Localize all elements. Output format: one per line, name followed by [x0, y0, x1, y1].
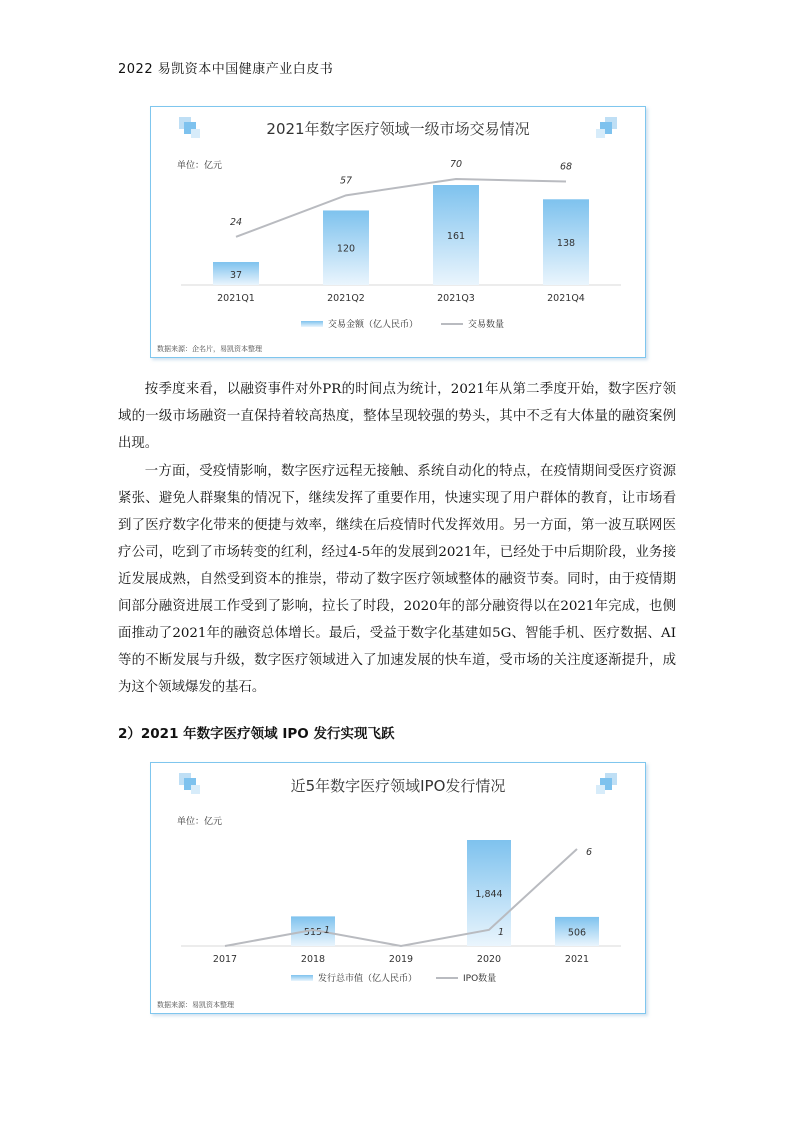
ipo-chart-legend-bar-swatch [291, 975, 313, 981]
deal-chart-decor-left-icon [179, 117, 200, 138]
deal-chart-category-label: 2021Q2 [327, 293, 365, 304]
deal-chart-category-label: 2021Q3 [437, 293, 475, 304]
ipo-chart-bar-value-label: 506 [567, 927, 587, 939]
ipo-chart-category-label: 2017 [212, 954, 238, 965]
deal-chart-bar-value-label: 161 [446, 231, 466, 242]
ipo-chart [151, 763, 645, 1013]
deal-chart-line-value-label: 70 [449, 159, 463, 170]
ipo-chart-category-label: 2018 [300, 954, 326, 965]
deal-chart-category-label: 2021Q1 [217, 293, 255, 304]
ipo-chart-source-note: 数据来源：易凯资本整理 [157, 1001, 234, 1009]
deal-chart-line-value-label: 24 [229, 216, 243, 228]
deal-chart-bar-value-label: 37 [229, 270, 243, 282]
deal-chart-legend-bar-swatch [301, 321, 323, 327]
paragraph-drivers: 一方面，受疫情影响，数字医疗远程无接触、系统自动化的特点，在疫情期间受医疗资源紧张、避免人群聚集的情况下，继续发挥了重要作用，快速实现了用户群体的教育，让市场看到了医疗数字化带来的便捷与效率，继续在后疫情时代发挥效用。另一方面，第一波互联网医疗公司，吃到了市场转变的红利，经过4-5年的发展到2021年，已经处于中后期阶段，业务接近发展成熟，自然受到资本的推崇，带动了数字医疗领域整体的融资节奏。同时，由于疫情期间部分融资进展工作受到了影响，拉长了时段，2020年的部分融资得以在2021年完成，也侧面推动了2021年的融资总体增长。最后，受益于数字化基建如5G、智能手机、医疗数据、AI等的不断发展与升级，数字医疗领域进入了加速发展的快车道，受市场的关注度逐渐提升，成为这个领域爆发的基石。 [118, 464, 676, 695]
ipo-chart-bar-value-label: 1,844 [475, 889, 503, 900]
ipo-chart-legend-line-label: IPO数量 [463, 974, 497, 984]
ipo-chart-legend-bar-label: 发行总市值（亿人民币） [318, 974, 418, 984]
deal-chart-bar-value-label: 120 [336, 243, 356, 255]
ipo-chart-line-value-label: 6 [585, 847, 593, 858]
page-header: 2022 易凯资本中国健康产业白皮书 [118, 62, 334, 77]
ipo-chart-line-value-label: 1 [323, 924, 331, 936]
deal-chart-category-label: 2021Q4 [547, 293, 585, 304]
ipo-chart-line-series [225, 849, 577, 946]
deal-chart-line-series [236, 179, 566, 237]
ipo-chart-category-label: 2021 [564, 954, 590, 965]
ipo-chart-line-value-label: 1 [497, 926, 505, 938]
ipo-chart-decor-left-icon [179, 773, 200, 794]
section-title-ipo: 2）2021 年数字医疗领域 IPO 发行实现飞跃 [118, 726, 395, 742]
deal-chart-title: 2021年数字医疗领域一级市场交易情况 [266, 120, 530, 138]
ipo-chart-category-label: 2020 [476, 954, 502, 965]
ipo-chart-unit-label: 单位：亿元 [177, 817, 223, 827]
deal-chart [151, 107, 645, 357]
ipo-chart-category-label: 2019 [388, 954, 414, 965]
ipo-chart-decor-right-icon [596, 773, 617, 794]
decor-square [596, 785, 605, 794]
decor-square [191, 129, 200, 138]
decor-square [191, 785, 200, 794]
deal-chart-source-note: 数据来源：企名片，易凯资本整理 [157, 345, 262, 353]
deal-chart-unit-label: 单位：亿元 [177, 161, 223, 171]
deal-chart-card [150, 106, 646, 358]
ipo-chart-card [150, 762, 646, 1014]
deal-chart-bar-value-label: 138 [556, 238, 576, 250]
deal-chart-legend-bar-label: 交易金额（亿人民币） [328, 320, 419, 330]
deal-chart-line-value-label: 57 [339, 175, 353, 187]
ipo-chart-bar-value-label: 515 [303, 927, 323, 939]
deal-chart-line-value-label: 68 [559, 161, 573, 173]
deal-chart-legend-line-label: 交易数量 [468, 320, 505, 330]
ipo-chart-title: 近5年数字医疗领域IPO发行情况 [290, 777, 506, 795]
deal-chart-decor-right-icon [596, 117, 617, 138]
decor-square [596, 129, 605, 138]
paragraph-quarterly: 按季度来看，以融资事件对外PR的时间点为统计，2021年从第二季度开始，数字医疗领域的一级市场融资一直保持着较高热度，整体呈现较强的势头，其中不乏有大体量的融资案例出现。 [118, 382, 676, 451]
